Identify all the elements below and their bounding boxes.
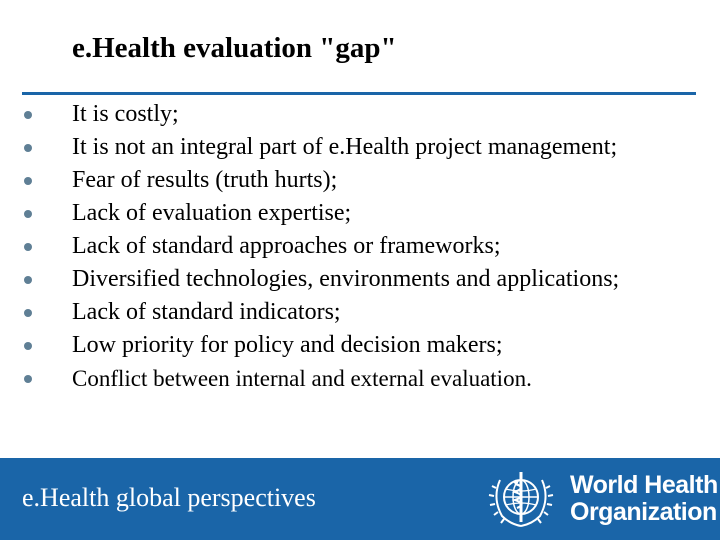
who-logo-line2: Organization bbox=[570, 498, 717, 526]
bullet-dot-icon bbox=[24, 276, 32, 284]
bullet-dot-icon bbox=[24, 177, 32, 185]
bullet-list bbox=[22, 100, 682, 397]
bullet-item bbox=[22, 298, 682, 327]
who-logo-line1: World Health bbox=[570, 471, 718, 499]
title-divider bbox=[22, 92, 696, 95]
bullet-text: Fear of results (truth hurts); bbox=[72, 167, 338, 193]
bullet-dot-icon bbox=[24, 144, 32, 152]
bullet-text: Lack of standard approaches or frameworks; bbox=[72, 233, 501, 259]
bullet-text: Lack of standard indicators; bbox=[72, 299, 341, 325]
bullet-item bbox=[22, 331, 682, 360]
bullet-item bbox=[22, 364, 682, 393]
footer-bar bbox=[0, 458, 720, 540]
footer-title: e.Health global perspectives bbox=[22, 483, 316, 512]
bullet-dot-icon bbox=[24, 375, 32, 383]
bullet-text: Diversified technologies, environments and applications; bbox=[72, 266, 620, 292]
bullet-text: It is costly; bbox=[72, 101, 179, 127]
bullet-dot-icon bbox=[24, 111, 32, 119]
bullet-item bbox=[22, 133, 682, 162]
bullet-dot-icon bbox=[24, 309, 32, 317]
bullet-text: Conflict between internal and external evaluation. bbox=[72, 366, 532, 391]
who-logo-text bbox=[570, 472, 718, 526]
bullet-dot-icon bbox=[24, 243, 32, 251]
bullet-item bbox=[22, 232, 682, 261]
bullet-item bbox=[22, 199, 682, 228]
slide-title: e.Health evaluation "gap" bbox=[72, 32, 397, 64]
bullet-text: Low priority for policy and decision makers; bbox=[72, 332, 503, 358]
bullet-text: Lack of evaluation expertise; bbox=[72, 200, 352, 226]
bullet-item bbox=[22, 166, 682, 195]
bullet-dot-icon bbox=[24, 342, 32, 350]
who-emblem-icon bbox=[488, 466, 554, 532]
bullet-item bbox=[22, 100, 682, 129]
bullet-item bbox=[22, 265, 682, 294]
bullet-dot-icon bbox=[24, 210, 32, 218]
bullet-text: It is not an integral part of e.Health project management; bbox=[72, 134, 618, 160]
